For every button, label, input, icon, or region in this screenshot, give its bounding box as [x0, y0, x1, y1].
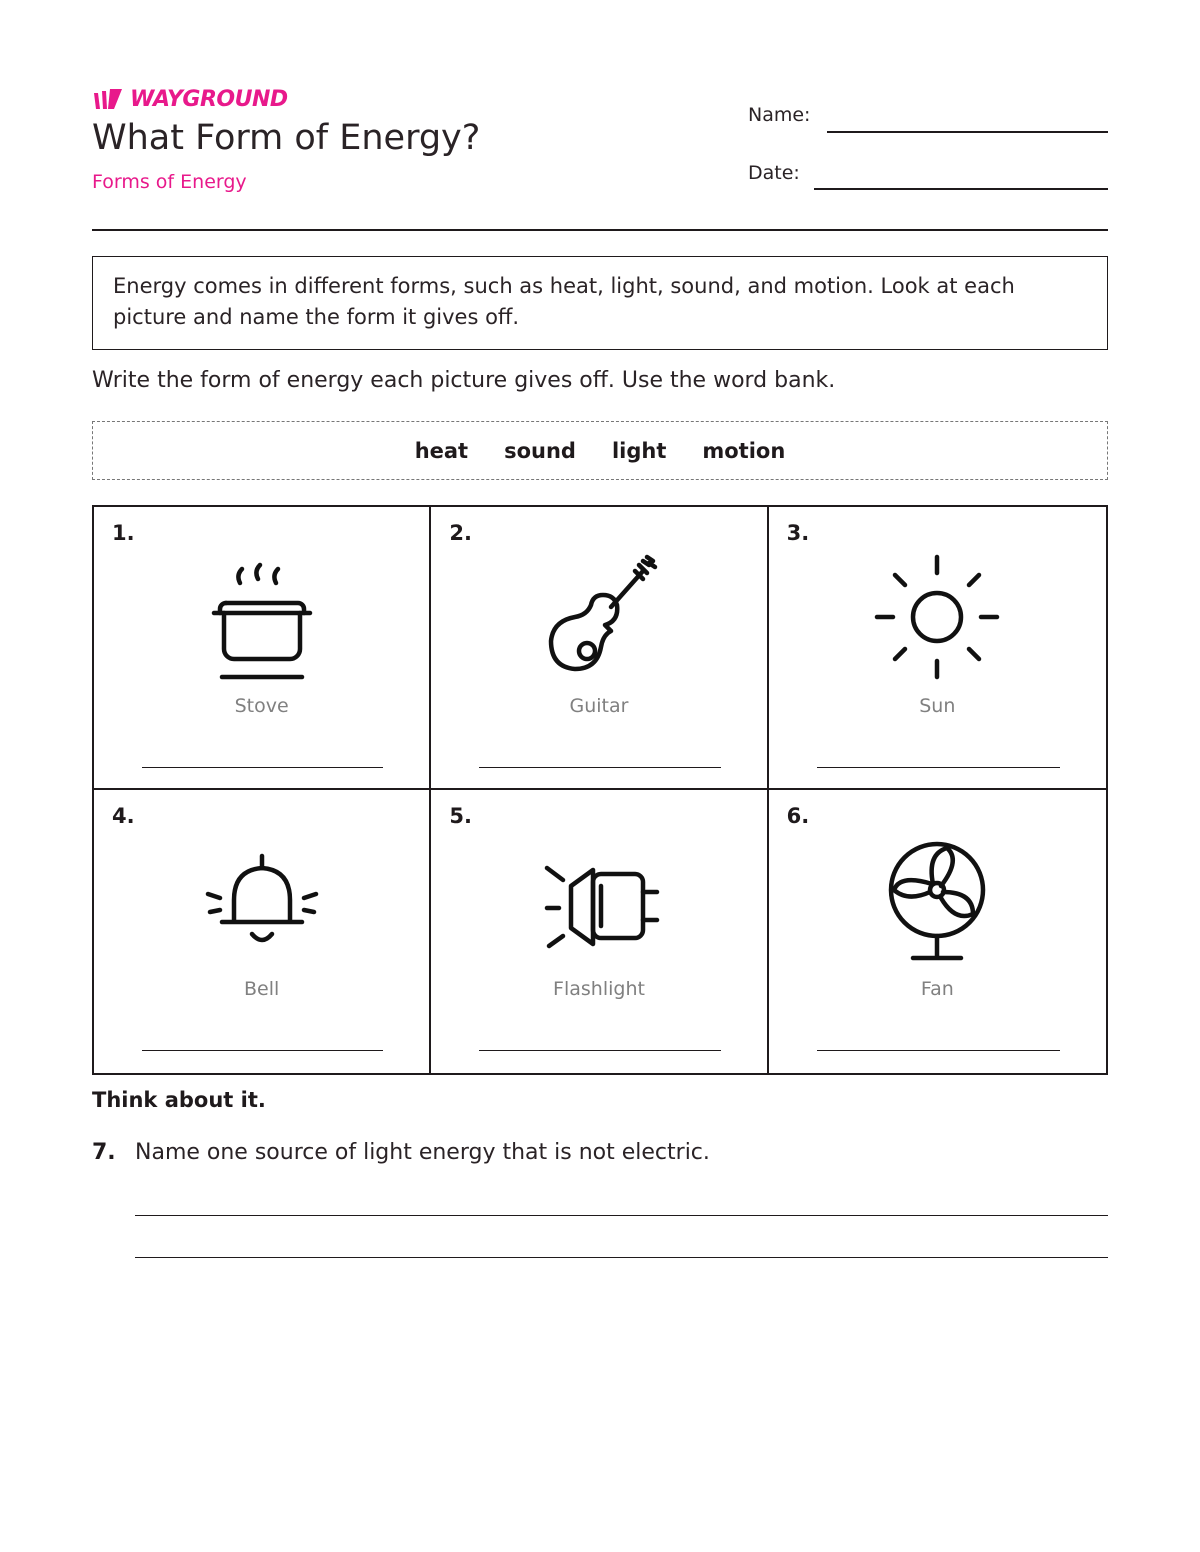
- sun-icon: [867, 545, 1007, 685]
- answer-line[interactable]: [142, 767, 383, 768]
- grid-cell-sun: [769, 507, 1106, 790]
- item-number: 6.: [786, 804, 810, 828]
- name-field-line[interactable]: [827, 131, 1108, 133]
- item-number: 5.: [449, 804, 472, 828]
- grid-cell-flashlight: [431, 790, 768, 1073]
- grid-cell-guitar: [431, 507, 768, 790]
- answer-line[interactable]: [135, 1257, 1108, 1258]
- answer-line[interactable]: [135, 1215, 1108, 1216]
- instruction-text: Write the form of energy each picture gives off. Use the word bank.: [92, 368, 836, 393]
- item-label: Bell: [244, 978, 280, 1000]
- intro-text: Energy comes in different forms, such as heat, light, sound, and motion. Look at each picture and name the form it gives off.: [113, 274, 1015, 329]
- item-label: Fan: [920, 978, 954, 1000]
- brand-name: WAYGROUND: [130, 86, 288, 112]
- grid-cell-stove: [94, 507, 431, 790]
- item-label: Stove: [234, 695, 289, 717]
- word-bank: [92, 421, 1108, 480]
- intro-box: [92, 256, 1108, 350]
- item-label: Sun: [919, 695, 956, 717]
- page-subtitle: Forms of Energy: [92, 171, 247, 193]
- answer-line[interactable]: [479, 1050, 720, 1051]
- word-bank-item: sound: [504, 438, 576, 463]
- grid-cell-bell: [94, 790, 431, 1073]
- answer-line[interactable]: [142, 1050, 383, 1051]
- header-divider: [92, 229, 1108, 231]
- guitar-icon: [529, 545, 669, 685]
- item-label: Flashlight: [553, 978, 645, 1000]
- fan-icon: [867, 828, 1007, 968]
- item-number: 3.: [786, 521, 810, 545]
- think-heading: Think about it.: [92, 1088, 266, 1112]
- flashlight-icon: [529, 828, 669, 968]
- question-text: Name one source of light energy that is not electric.: [135, 1140, 710, 1165]
- word-bank-item: heat: [414, 438, 469, 463]
- brand-logo: [92, 86, 288, 112]
- page-title: What Form of Energy?: [92, 118, 481, 158]
- bell-icon: [192, 828, 332, 968]
- stove-pot-icon: [192, 545, 332, 685]
- wayground-logo-icon: [92, 87, 124, 111]
- grid-cell-fan: [769, 790, 1106, 1073]
- answer-line[interactable]: [479, 767, 720, 768]
- item-number: 1.: [112, 521, 135, 545]
- item-number: 4.: [112, 804, 135, 828]
- picture-grid: [92, 505, 1108, 1075]
- answer-line[interactable]: [817, 1050, 1060, 1051]
- date-field-line[interactable]: [814, 188, 1108, 190]
- answer-line[interactable]: [817, 767, 1060, 768]
- name-label: Name:: [748, 104, 811, 126]
- item-number: 2.: [449, 521, 472, 545]
- word-bank-item: motion: [702, 438, 786, 463]
- date-label: Date:: [748, 162, 800, 184]
- word-bank-item: light: [611, 438, 667, 463]
- question-number: 7.: [92, 1140, 116, 1165]
- item-label: Guitar: [569, 695, 629, 717]
